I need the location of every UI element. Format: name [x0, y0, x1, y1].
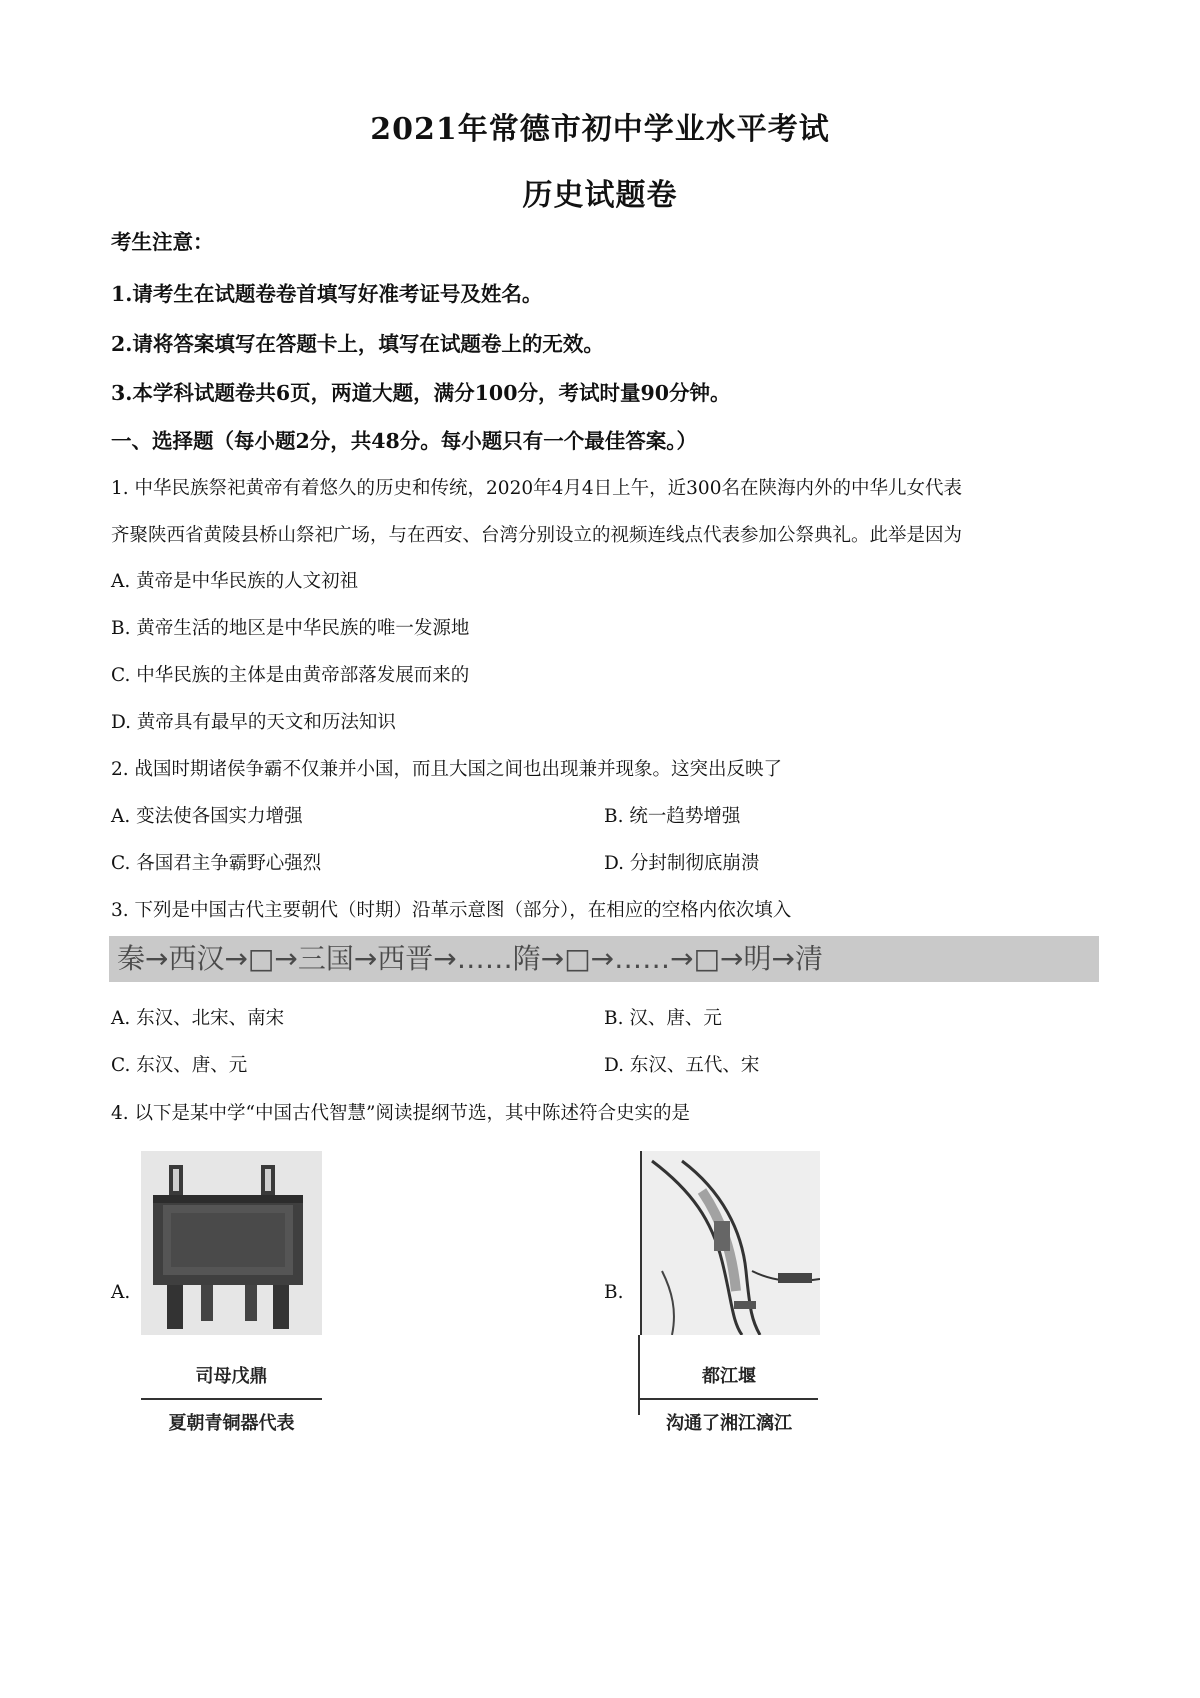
q2-option-a: A. 变法使各国实力增强 — [111, 806, 303, 827]
q4-option-a-caption-desc: 夏朝青铜器代表 — [168, 1413, 295, 1434]
q4-option-a-letter: A. — [111, 1282, 131, 1303]
notice-item-3: 3.本学科试题卷共6页，两道大题，满分100分，考试时量90分钟。 — [111, 381, 731, 405]
exam-subtitle: 历史试题卷 — [522, 178, 678, 213]
q3-option-a: A. 东汉、北宋、南宋 — [111, 1008, 285, 1029]
q3-option-b: B. 汉、唐、元 — [604, 1008, 722, 1029]
notice-heading: 考生注意： — [111, 230, 214, 254]
q4-option-b-divider — [640, 1398, 818, 1400]
q1-option-c: C. 中华民族的主体是由黄帝部落发展而来的 — [111, 665, 470, 686]
notice-item-2: 2.请将答案填写在答题卡上，填写在试题卷上的无效。 — [111, 332, 604, 356]
q1-option-a: A. 黄帝是中华民族的人文初祖 — [111, 571, 359, 592]
dynasty-timeline-strip: 秦→西汉→□→三国→西晋→……隋→□→……→□→明→清 — [109, 936, 1099, 982]
q1-stem-line1: 1. 中华民族祭祀黄帝有着悠久的历史和传统，2020年4月4日上午，近300名在陕海内外的中华儿女代表 — [111, 478, 962, 499]
q3-option-c: C. 东汉、唐、元 — [111, 1055, 248, 1076]
q4-option-b-caption-desc: 沟通了湘江漓江 — [666, 1413, 792, 1434]
q4-option-b-caption-title: 都江堰 — [702, 1366, 756, 1387]
q2-option-b: B. 统一趋势增强 — [604, 806, 741, 827]
q1-option-d: D. 黄帝具有最早的天文和历法知识 — [111, 712, 396, 733]
q4-option-a-divider — [141, 1398, 322, 1400]
q3-stem: 3. 下列是中国古代主要朝代（时期）沿革示意图（部分），在相应的空格内依次填入 — [111, 900, 792, 921]
q4-option-b-side-rule — [638, 1335, 640, 1415]
exam-title: 2021年常德市初中学业水平考试 — [370, 112, 830, 147]
q4-option-b-letter: B. — [604, 1282, 624, 1303]
q4-option-a-caption-title: 司母戊鼎 — [195, 1366, 268, 1387]
q1-stem-line2: 齐聚陕西省黄陵县桥山祭祀广场，与在西安、台湾分别设立的视频连线点代表参加公祭典礼。此举是因为 — [111, 525, 963, 546]
notice-item-1: 1.请考生在试题卷卷首填写好准考证号及姓名。 — [111, 282, 543, 306]
bronze-ding-image — [141, 1151, 322, 1335]
q2-stem: 2. 战国时期诸侯争霸不仅兼并小国，而且大国之间也出现兼并现象。这突出反映了 — [111, 759, 783, 780]
dujiangyan-map-image — [640, 1151, 820, 1335]
q3-option-d: D. 东汉、五代、宋 — [604, 1055, 760, 1076]
q1-option-b: B. 黄帝生活的地区是中华民族的唯一发源地 — [111, 618, 470, 639]
q2-option-d: D. 分封制彻底崩溃 — [604, 853, 760, 874]
section-heading: 一、选择题（每小题2分，共48分。每小题只有一个最佳答案。） — [111, 429, 698, 453]
q2-option-c: C. 各国君主争霸野心强烈 — [111, 853, 322, 874]
q4-stem: 4. 以下是某中学“中国古代智慧”阅读提纲节选，其中陈述符合史实的是 — [111, 1103, 690, 1124]
